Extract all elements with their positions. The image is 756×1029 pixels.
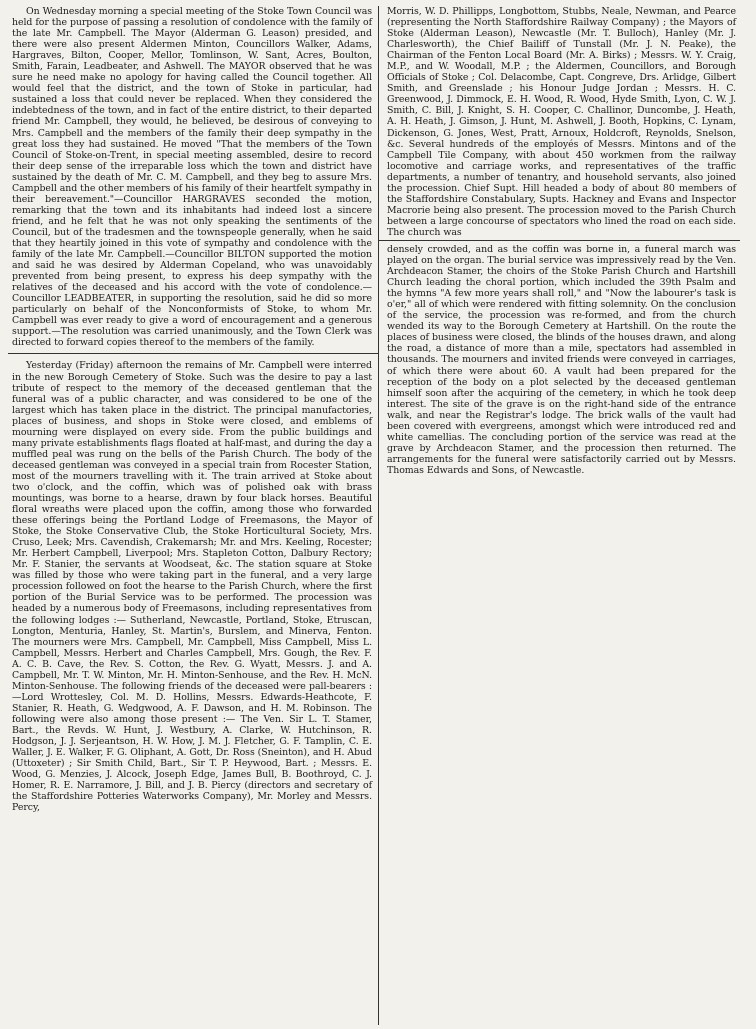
column-divider [379,240,740,241]
right-column [378,6,740,1025]
church-service-paragraph: densely crowded, and as the coffin was borne in, a funeral march was played on the organ. The burial service was impressively read by the Ven. Archdeacon Stamer, the choirs of the Stoke Parish Church and Hartshill Church leading the choral portion, which included the 39th Psalm and the hymns "A few more years shall roll," and "Now the labourer's task is o'er," all of which were rendered with fitting solemnity. On the conclusion of the service, the procession was re-formed, and from the church wended its way to the Borough Cemetery at Hartshill. On the route the places of business were closed, the blinds of the houses drawn, and along the road, a distance of more than a mile, spectators had assembled in thousands. The mourners and invited friends were conveyed in carriages, of which there were about 60. A vault had been prepared for the reception of the body on a plot selected by the deceased gentleman himself soon after the acquiring of the cemetery, in which he took deep interest. The site of the grave is on the right-hand side of the entrance walk, and near the Registrar's lodge. The brick walls of the vault had been covered with evergreens, amongst which were introduced red and white camellias. The concluding portion of the service was read at the grave by Archdeacon Stamer, and the procession then returned. The arrangements for the funeral were satisfactorily carried out by Messrs. Thomas Edwards and Sons, of Newcastle. [387,243,736,476]
paragraph-divider [8,353,378,354]
council-meeting-paragraph: On Wednesday morning a special meeting of the Stoke Town Council was held for the purpose of passing a resolution of condolence with the family of the late Mr. Campbell. The Mayor (Alderman G. Leason) presided, and there were also present Aldermen Minton, Councillors Walker, Adams, Hargraves, Bilton, Cooper, Mellor, Tomlinson, W. Sant, Acres, Boulton, Smith, Farain, Leadbeater, and Ashwell. The MAYOR observed that he was sure he need make no apology for having called the Council together. All would feel that the district, and the town of Stoke in particular, had sustained a loss that could never be replaced. When they considered the indebtedness of the town, and in fact of the entire district, to their departed friend Mr. Campbell, they would, he believed, be desirous of conveying to Mrs. Campbell and the members of the family their deep sympathy in the great loss they had sustained. He moved "That the members of the Town Council of Stoke-on-Trent, in special meeting assembled, desire to record their deep sense of the irreparable loss which the town and district have sustained by the death of Mr. C. M. Campbell, and they beg to assure Mrs. Campbell and the other members of his family of their heartfelt sympathy in their bereavement."—Councillor HARGRAVES seconded the motion, remarking that the town and its inhabitants had indeed lost a sincere friend, and he felt that he was not only speaking the sentiments of the Council, but of the tradesmen and the townspeople generally, when he said that they heartily joined in this vote of sympathy and condolence with the family of the late Mr. Campbell.—Councillor BILTON supported the motion and said he was desired by Alderman Copeland, who was unavoidably prevented from being present, to express his deep sympathy with the relatives of the deceased and his accord with the vote of condolence.—Councillor LEADBEATER, in supporting the resolution, said he did so more particularly on behalf of the Nonconformists of Stoke, to whom Mr. Campbell was ever ready to give a word of encouragement and a generous support.—The resolution was carried unanimously, and the Town Clerk was directed to forward copies thereof to the members of the family. [12,6,372,349]
funeral-paragraph-continued: Morris, W. D. Phillipps, Longbottom, Stubbs, Neale, Newman, and Pearce (representing the North Staffordshire Railway Company) ; the Mayors of Stoke (Alderman Leason), Newcastle (Mr. T. Bulloch), Hanley (Mr. J. Charlesworth), the Chief Bailiff of Tunstall (Mr. J. N. Peake), the Chairman of the Fenton Local Board (Mr. A. Birks) ; Messrs. W. Y. Craig, M.P., and W. Woodall, M.P. ; the Aldermen, Councillors, and Borough Officials of Stoke ; Col. Delacombe, Capt. Congreve, Drs. Arlidge, Gilbert Smith, and Greenslade ; his Honour Judge Jordan ; Messrs. H. C. Greenwood, J. Dimmock, E. H. Wood, R. Wood, Hyde Smith, Lyon, C. W. J. Smith, C. Bill, J. Knight, S. H. Cooper, C. Challinor, Duncombe, J. Heath, A. H. Heath, J. Gimson, J. Hunt, M. Ashwell, J. Booth, Hopkins, C. Lynam, Dickenson, G. Jones, West, Pratt, Arnoux, Holdcroft, Reynolds, Snelson, &c. Several hundreds of the employés of Messrs. Mintons and of the Campbell Tile Company, with about 450 workmen from the railway locomotive and carriage works, and representatives of the traffic departments, a number of tenantry, and household servants, also joined the procession. Chief Supt. Hill headed a body of about 80 members of the Staffordshire Constabulary, Supts. Hackney and Evans and Inspector Macrorie being also present. The procession moved to the Parish Church between a large concourse of spectators who lined the road on each side. The church was [387,6,736,238]
left-column [8,6,378,1025]
funeral-paragraph: Yesterday (Friday) afternoon the remains of Mr. Campbell were interred in the new Borough Cemetery of Stoke. Such was the desire to pay a last tribute of respect to the memory of the deceased gentleman that the funeral was of a public character, and was considered to be one of the largest which has taken place in the district. The principal manufactories, places of business, and shops in Stoke were closed, and emblems of mourning were displayed on every side. From the public buildings and many private establishments flags floated at half-mast, and during the day a muffled peal was rung on the bells of the Parish Church. The body of the deceased gentleman was conveyed in a special train from Rocester Station, most of the mourners travelling with it. The train arrived at Stoke about two o'clock, and the coffin, which was of polished oak with brass mountings, was borne to a hearse, drawn by four black horses. Beautiful floral wreaths were placed upon the coffin, among those who forwarded these offerings being the Portland Lodge of Freemasons, the Mayor of Stoke, the Stoke Conservative Club, the Stoke Horticultural Society, Mrs. Cruso, Leek; Mrs. Cavendish, Crakemarsh; Mr. and Mrs. Keeling, Rocester; Mr. Herbert Campbell, Liverpool; Mrs. Stapleton Cotton, Dalbury Rectory; Mr. F. Stanier, the servants at Woodseat, &c. The station square at Stoke was filled by those who were taking part in the funeral, and a very large procession followed on foot the hearse to the Parish Church, where the first portion of the Burial Service was to be performed. The procession was headed by a numerous body of Freemasons, including representatives from the following lodges :— Sutherland, Newcastle, Portland, Stoke, Etruscan, Longton, Menturia, Hanley, St. Martin's, Burslem, and Minerva, Fenton. The mourners were Mrs. Campbell, Mr. Campbell, Miss Campbell, Miss L. Campbell, Messrs. Herbert and Charles Campbell, Mrs. Gough, the Rev. F. A. C. B. Cave, the Rev. S. Cotton, the Rev. G. Wyatt, Messrs. J. and A. Campbell, Mr. T. W. Minton, Mr. H. Minton-Senhouse, and the Rev. H. McN. Minton-Senhouse. The following friends of the deceased were pall-bearers :—Lord Wrottesley, Col. M. D. Hollins, Messrs. Edwards-Heathcote, F. Stanier, R. Heath, G. Wedgwood, A. F. Dawson, and H. M. Robinson. The following were also among those present :— The Ven. Sir L. T. Stamer, Bart., the Revds. W. Hunt, J. Westbury, A. Clarke, W. Hutchinson, R. Hodgson, J. J. Serjeantson, H. W. How, J. M. J. Fletcher, G. F. Tamplin, C. E. Waller, J. E. Walker, F. G. Oliphant, A. Gott, Dr. Ross (Sneinton), and H. Abud (Uttoxeter) ; Sir Smith Child, Bart., Sir T. P. Heywood, Bart. ; Messrs. E. Wood, G. Menzies, J. Alcock, Joseph Edge, James Bull, B. Boothroyd, C. J. Homer, R. E. Narramore, J. Bill, and J. B. Piercy (directors and secretary of the Staffordshire Potteries Waterworks Company), Mr. Morley and Messrs. Percy, [12,360,372,814]
